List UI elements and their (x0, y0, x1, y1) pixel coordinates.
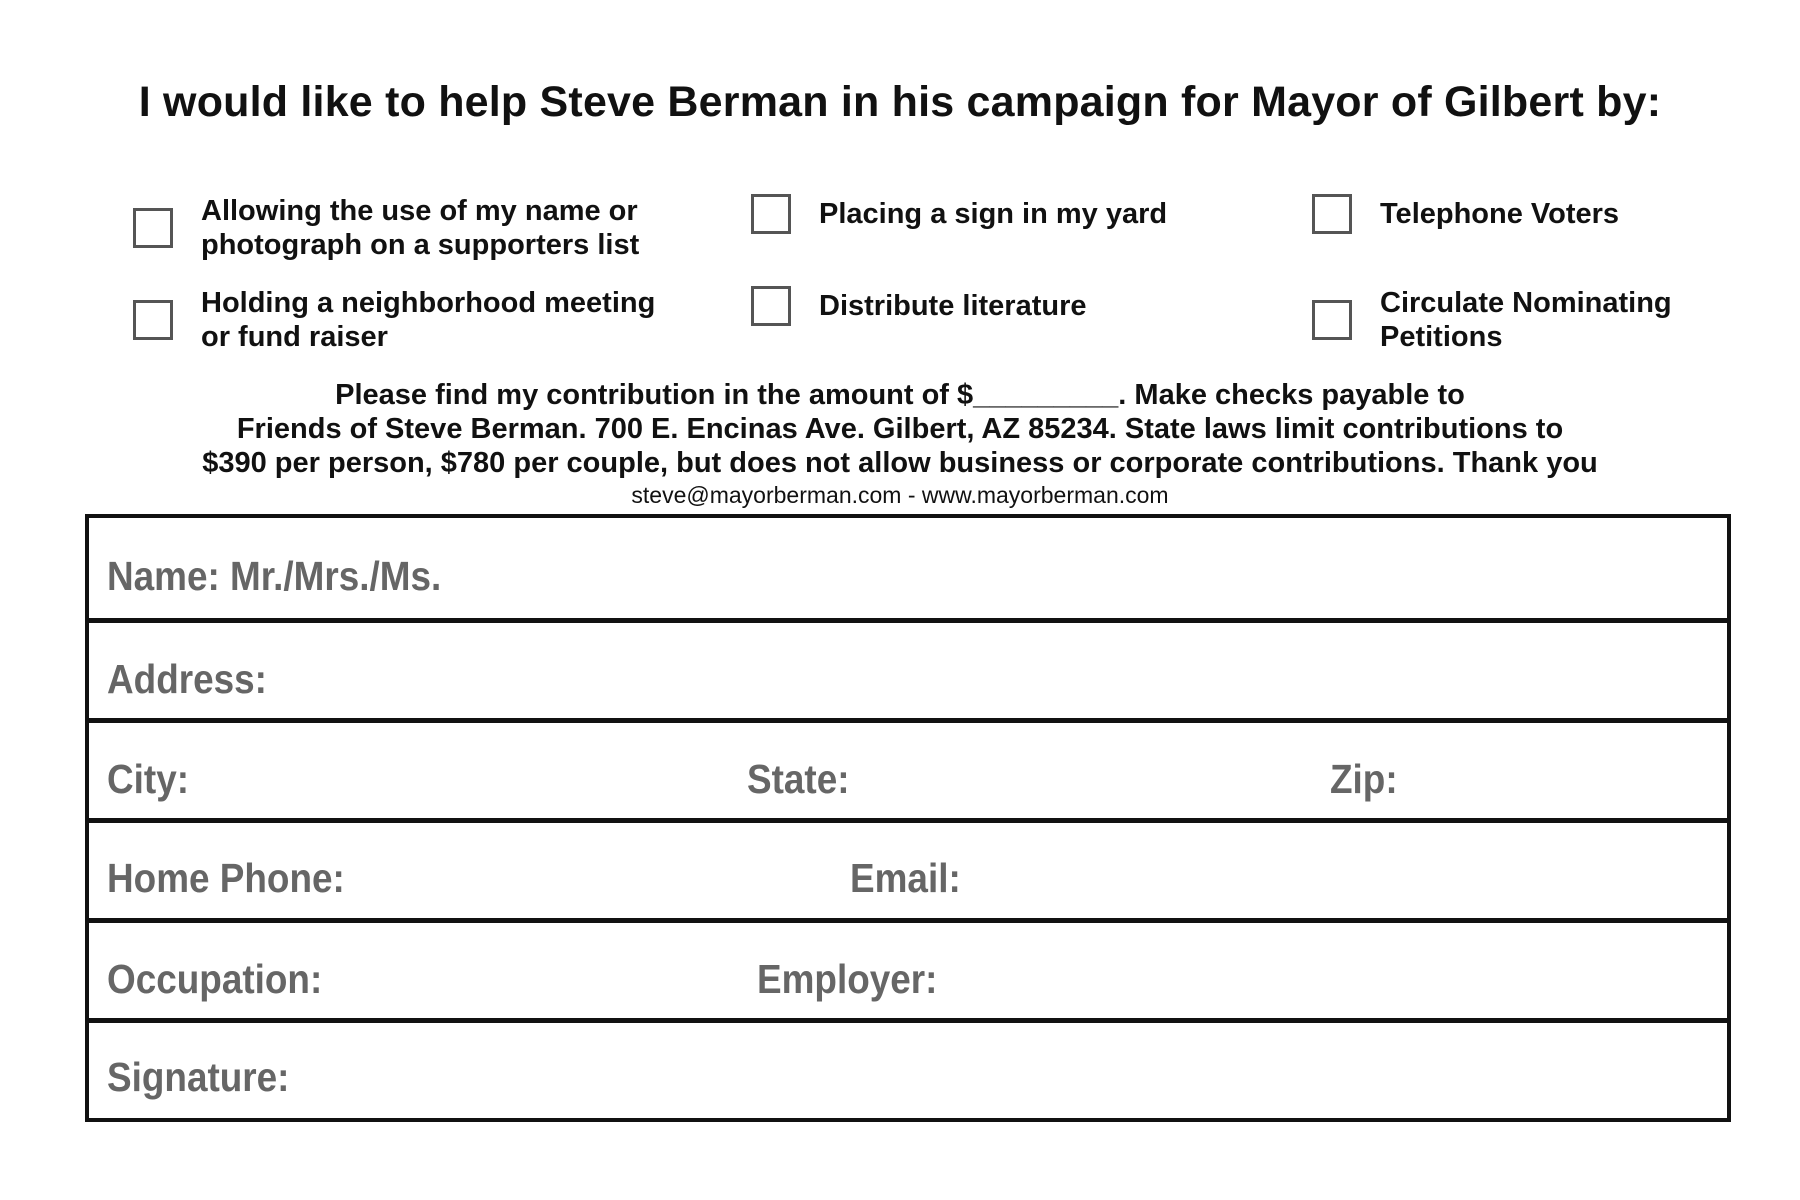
phone-email-row[interactable] (89, 823, 1727, 923)
option-telephone-voters[interactable] (1312, 194, 1619, 234)
contribution-line-1: Please find my contribution in the amount of $_________. Make checks payable to (335, 379, 1465, 411)
option-distribute-literature[interactable] (751, 286, 1087, 326)
signature-label: Signature: (107, 1054, 290, 1100)
contribution-line-2: Friends of Steve Berman. 700 E. Encinas Ave. Gilbert, AZ 85234. State laws limit contributions to (236, 413, 1564, 445)
option-label: Holding a neighborhood meeting or fund raiser (201, 287, 656, 353)
checkbox[interactable] (133, 300, 173, 340)
zip-label: Zip: (1330, 756, 1398, 802)
page-title: I would like to help Steve Berman in his campaign for Mayor of Gilbert by: (138, 78, 1662, 126)
checkbox[interactable] (1312, 300, 1352, 340)
option-label: Telephone Voters (1380, 198, 1620, 230)
option-supporters-list[interactable] (133, 194, 639, 262)
option-label: Circulate Nominating Petitions (1380, 287, 1672, 353)
occupation-label: Occupation: (107, 956, 323, 1002)
option-label: Placing a sign in my yard (819, 198, 1168, 230)
name-row[interactable] (89, 518, 1727, 623)
state-label: State: (747, 756, 850, 802)
contribution-line-3: $390 per person, $780 per couple, but does not allow business or corporate contributions. Thank you (202, 447, 1598, 479)
address-label: Address: (107, 656, 267, 702)
occupation-employer-row[interactable] (89, 923, 1727, 1023)
signature-row[interactable] (89, 1023, 1727, 1117)
city-state-zip-row[interactable] (89, 723, 1727, 823)
contributor-form (85, 514, 1731, 1122)
city-label: City: (107, 756, 189, 802)
email-label: Email: (850, 855, 961, 901)
option-label: Distribute literature (819, 290, 1087, 322)
option-neighborhood-meeting[interactable] (133, 286, 655, 354)
contact-info: steve@mayorberman.com - www.mayorberman.com (631, 482, 1169, 508)
option-yard-sign[interactable] (751, 194, 1167, 234)
checkbox[interactable] (1312, 194, 1352, 234)
checkbox[interactable] (751, 286, 791, 326)
name-label: Name: Mr./Mrs./Ms. (107, 553, 442, 599)
home-phone-label: Home Phone: (107, 855, 345, 901)
checkbox[interactable] (133, 208, 173, 248)
address-row[interactable] (89, 623, 1727, 723)
checkbox[interactable] (751, 194, 791, 234)
option-label: Allowing the use of my name or photograph on a supporters list (201, 195, 640, 261)
option-circulate-petitions[interactable] (1312, 286, 1672, 354)
employer-label: Employer: (757, 956, 938, 1002)
